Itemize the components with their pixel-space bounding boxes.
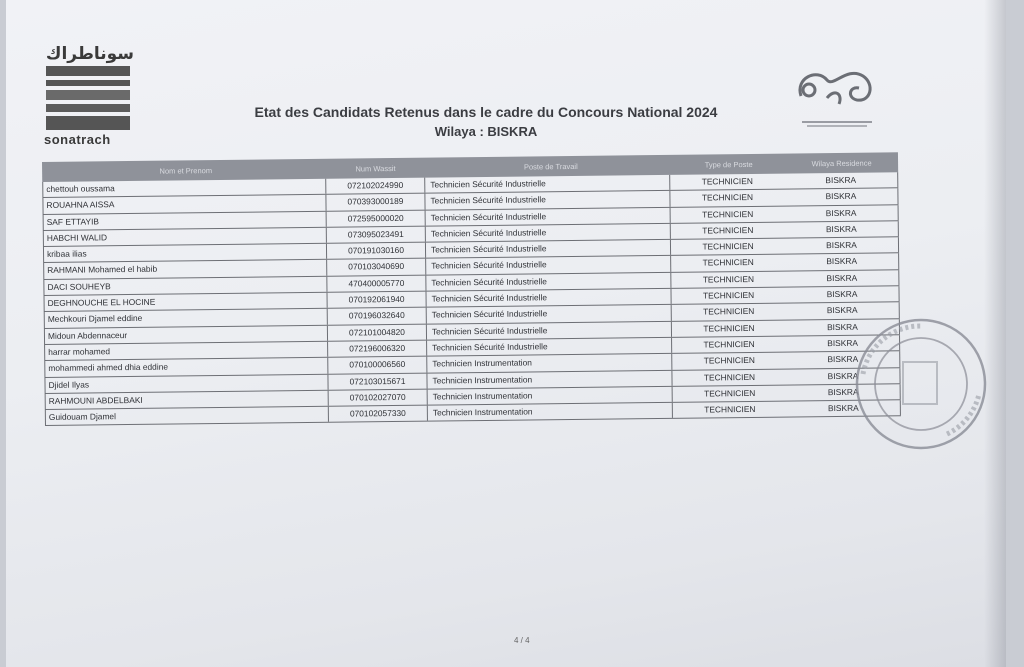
cell-wassit: 070192061940 xyxy=(328,292,427,308)
cell-wassit: 070100006560 xyxy=(328,357,427,373)
cell-name: ROUAHNA AISSA xyxy=(42,195,326,214)
cell-poste: Technicien Sécurité Industrielle xyxy=(427,338,672,356)
cell-type: TECHNICIEN xyxy=(702,224,754,236)
cell-name: chettouh oussama xyxy=(42,179,326,198)
cell-wilaya: BISKRA xyxy=(786,303,900,320)
cell-wilaya: BISKRA xyxy=(785,237,899,254)
cell-poste: Technicien Instrumentation xyxy=(427,354,672,372)
cell-wilaya: BISKRA xyxy=(787,400,901,417)
cell-poste: Technicien Instrumentation xyxy=(427,370,672,388)
cell-type: TECHNICIEN xyxy=(701,175,753,187)
header-name: Nom et Prenom xyxy=(159,165,213,176)
cell-name: RAHMANI Mohamed el habib xyxy=(43,260,327,279)
cell-type: TECHNICIEN xyxy=(704,404,756,415)
cell-wilaya: BISKRA xyxy=(786,319,900,336)
cell-wassit: 072103015671 xyxy=(328,373,427,389)
cell-poste: Technicien Sécurité Industrielle xyxy=(426,273,671,291)
cell-name: mohammedi ahmed dhia eddine xyxy=(44,358,328,377)
cell-wilaya: BISKRA xyxy=(785,286,899,303)
agency-emblem-icon xyxy=(787,58,887,114)
company-latin-name: sonatrach xyxy=(44,132,111,147)
header-poste: Poste de Travail xyxy=(523,161,578,172)
cell-wilaya: BISKRA xyxy=(785,270,899,287)
cell-poste: Technicien Sécurité Industrielle xyxy=(425,175,670,193)
cell-name: SAF ETTAYIB xyxy=(43,211,327,230)
cell-wilaya: BISKRA xyxy=(785,221,899,238)
cell-poste: Technicien Sécurité Industrielle xyxy=(425,191,670,209)
cell-poste: Technicien Instrumentation xyxy=(428,403,673,421)
paper-edge-shadow xyxy=(984,0,1006,667)
cell-name: Midoun Abdennaceur xyxy=(44,325,328,344)
cell-name: RAHMOUNI ABDELBAKI xyxy=(45,391,329,410)
cell-wassit: 070196032640 xyxy=(328,308,427,324)
header-wilaya: Wilaya Residence xyxy=(811,158,872,168)
cell-type: TECHNICIEN xyxy=(703,322,755,334)
cell-wilaya: BISKRA xyxy=(785,205,899,222)
cell-poste: Technicien Sécurité Industrielle xyxy=(426,256,671,274)
cell-wassit: 470400005770 xyxy=(327,275,426,291)
cell-type: TECHNICIEN xyxy=(702,257,754,268)
page-number: 4 / 4 xyxy=(514,636,530,645)
cell-wassit: 070102027070 xyxy=(329,389,428,405)
header-wassit: Num Wassit xyxy=(355,163,396,173)
candidates-table xyxy=(42,152,901,426)
cell-wassit: 070191030160 xyxy=(327,243,426,259)
table-body xyxy=(42,172,901,426)
document-subtitle: Wilaya : BISKRA xyxy=(434,124,538,139)
cell-poste: Technicien Sécurité Industrielle xyxy=(427,322,672,340)
cell-type: TECHNICIEN xyxy=(703,371,756,383)
sonatrach-mark-icon xyxy=(46,66,130,130)
header-type: Type de Poste xyxy=(704,159,753,169)
document-title: Etat des Candidats Retenus dans le cadre du Concours National 2024 xyxy=(254,104,718,120)
cell-type: TECHNICIEN xyxy=(703,338,755,350)
cell-wassit: 070393000189 xyxy=(326,194,425,210)
cell-poste: Technicien Instrumentation xyxy=(428,387,673,405)
cell-wilaya: BISKRA xyxy=(786,368,900,385)
document-page xyxy=(6,0,1006,667)
official-stamp xyxy=(851,314,991,454)
cell-type: TECHNICIEN xyxy=(702,290,755,301)
cell-wassit: 072595000020 xyxy=(327,210,426,226)
cell-wassit: 073095023491 xyxy=(327,227,426,243)
cell-type: TECHNICIEN xyxy=(701,208,754,220)
cell-name: harrar mohamed xyxy=(44,342,328,361)
cell-wassit: 072101004820 xyxy=(328,324,427,340)
cell-poste: Technicien Sécurité Industrielle xyxy=(427,305,672,323)
cell-wilaya: BISKRA xyxy=(786,352,900,369)
sonatrach-logo xyxy=(44,44,136,147)
cell-poste: Technicien Sécurité Industrielle xyxy=(426,207,671,225)
cell-type: TECHNICIEN xyxy=(701,192,754,203)
cell-wilaya: BISKRA xyxy=(784,172,898,189)
cell-name: kribaa ilias xyxy=(43,244,327,263)
cell-poste: Technicien Sécurité Industrielle xyxy=(426,224,671,242)
cell-wassit: 070102057330 xyxy=(329,406,428,422)
cell-wilaya: BISKRA xyxy=(787,384,901,401)
cell-type: TECHNICIEN xyxy=(702,273,755,285)
cell-name: DACI SOUHEYB xyxy=(43,277,327,296)
cell-name: Guidouam Djamel xyxy=(45,407,329,426)
cell-type: TECHNICIEN xyxy=(703,355,755,366)
cell-wassit: 070103040690 xyxy=(327,259,426,275)
cell-wilaya: BISKRA xyxy=(784,189,898,206)
cell-type: TECHNICIEN xyxy=(703,306,755,317)
cell-name: HABCHI WALID xyxy=(43,228,327,247)
agency-logo xyxy=(782,58,892,127)
cell-name: Djidel Ilyas xyxy=(44,374,328,393)
cell-name: DEGHNOUCHE EL HOCINE xyxy=(44,293,328,312)
cell-poste: Technicien Sécurité Industrielle xyxy=(426,289,671,307)
cell-poste: Technicien Sécurité Industrielle xyxy=(426,240,671,258)
cell-wassit: 072102024990 xyxy=(326,178,425,194)
cell-type: TECHNICIEN xyxy=(704,387,756,399)
agency-caption xyxy=(782,121,892,127)
cell-wassit: 072196006320 xyxy=(328,341,427,357)
cell-type: TECHNICIEN xyxy=(702,241,754,252)
cell-name: Mechkouri Djamel eddine xyxy=(44,309,328,328)
cell-wilaya: BISKRA xyxy=(786,335,900,352)
company-arabic-name: سوناطراك xyxy=(45,44,134,64)
cell-wilaya: BISKRA xyxy=(785,254,899,271)
